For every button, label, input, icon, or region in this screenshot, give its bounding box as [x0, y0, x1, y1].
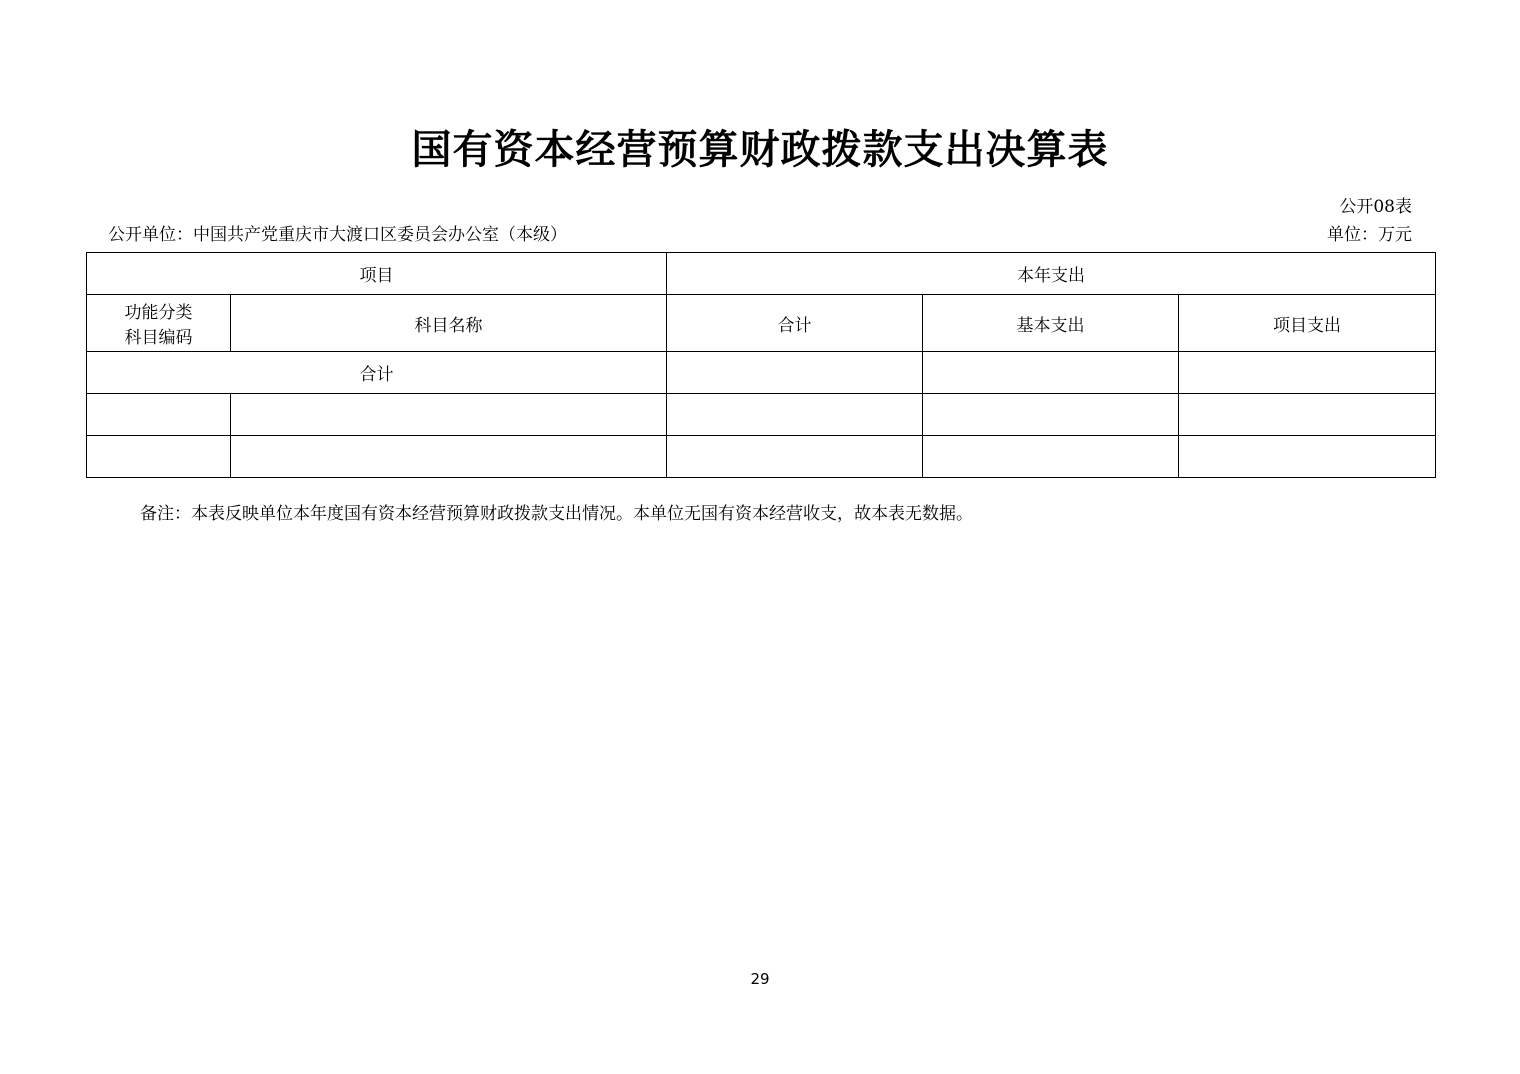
- table-row: [87, 436, 1436, 478]
- row-total: [667, 436, 923, 478]
- total-row-basic: [923, 352, 1179, 394]
- unit-info-line: [108, 220, 1412, 245]
- col-total-header: 合计: [667, 295, 923, 352]
- col-basic-header: 基本支出: [923, 295, 1179, 352]
- expenditure-table: [86, 252, 1436, 478]
- row-code: [87, 394, 231, 436]
- header-row-1: [87, 253, 1436, 295]
- header-row-2: [87, 295, 1436, 352]
- table-number: 公开08表: [1339, 197, 1412, 217]
- total-row: [87, 352, 1436, 394]
- header-item: 项目: [87, 253, 667, 295]
- row-name: [231, 394, 667, 436]
- row-project: [1179, 394, 1436, 436]
- table-row: [87, 394, 1436, 436]
- col-project-header: 项目支出: [1179, 295, 1436, 352]
- page-number: 29: [750, 970, 770, 988]
- table-note: 备注：本表反映单位本年度国有资本经营预算财政拨款支出情况。本单位无国有资本经营收支，故本表无数据。: [140, 504, 973, 524]
- total-row-project: [1179, 352, 1436, 394]
- currency-unit: 单位：万元: [1327, 225, 1412, 245]
- total-row-total: [667, 352, 923, 394]
- col-name-header: 科目名称: [231, 295, 667, 352]
- col-code-line1: 功能分类: [124, 303, 193, 323]
- page-title: 国有资本经营预算财政拨款支出决算表: [411, 127, 1109, 173]
- col-code-header: [87, 295, 231, 352]
- total-row-label: 合计: [87, 352, 667, 394]
- row-name: [231, 436, 667, 478]
- col-code-line2: 科目编码: [124, 328, 193, 348]
- row-basic: [923, 394, 1179, 436]
- row-project: [1179, 436, 1436, 478]
- header-expense: 本年支出: [667, 253, 1436, 295]
- reporting-unit: 公开单位：中国共产党重庆市大渡口区委员会办公室（本级）: [108, 225, 567, 245]
- row-basic: [923, 436, 1179, 478]
- row-code: [87, 436, 231, 478]
- row-total: [667, 394, 923, 436]
